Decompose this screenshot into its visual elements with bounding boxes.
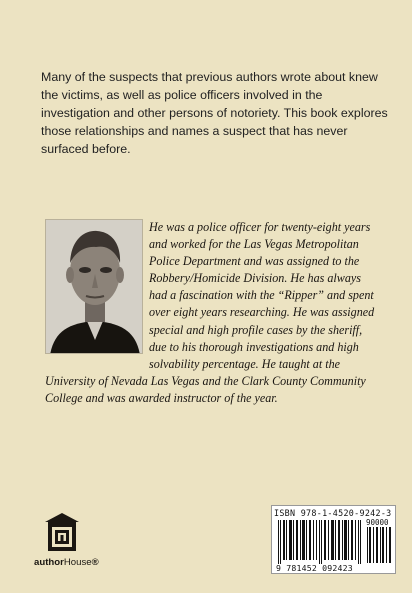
price-code: 90000 [366, 518, 389, 527]
publisher-name: authorHouse® [34, 557, 99, 568]
author-bio-text: He was a police officer for twenty-eight years and worked for the Las Vegas Metropolitan Police Department and was assigned to the Robbery/Homicide Division. He has always had a fascination with the “Ripper” and spent over eight years researching. He was assigned special and high profile cases by the sheriff, due to his thorough investigations and high solvability percentage. He taught at the University of Nevada Las Vegas and the Clark County Community College and was awarded instructor of the year. [45, 220, 375, 405]
isbn-barcode [271, 505, 396, 574]
price-barcode-bars [367, 527, 393, 563]
author-bio [45, 219, 377, 407]
author-photo [45, 219, 143, 354]
house-logo-icon [44, 513, 80, 553]
back-cover-blurb: Many of the suspects that previous authors wrote about knew the victims, as well as police officers involved in the investigation and other persons of notoriety. This book explores those relationships and names a suspect that has never surfaced before. [41, 70, 388, 156]
barcode-bars [278, 520, 364, 564]
isbn-label: ISBN 978-1-4520-9242-3 [274, 508, 392, 518]
publisher-logo [33, 513, 123, 573]
ean-digits: 9 781452 092423 [276, 563, 353, 573]
